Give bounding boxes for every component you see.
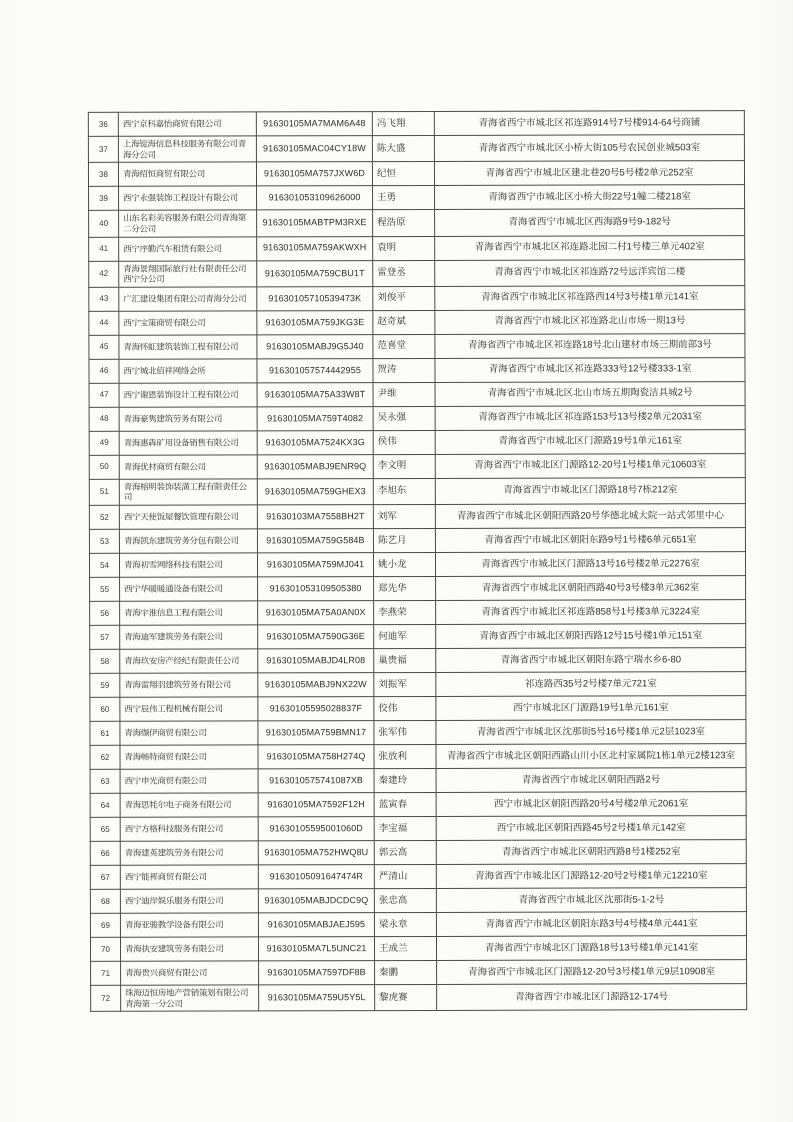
row-number: 36	[88, 112, 118, 136]
company-address: 青海省西宁市城北区朝阳西路40号3号楼3单元362室	[436, 576, 746, 601]
person-name: 严清山	[374, 864, 436, 888]
row-number: 47	[89, 383, 119, 407]
row-number: 52	[89, 505, 119, 529]
person-name: 王成兰	[374, 936, 436, 960]
row-number: 69	[90, 913, 120, 937]
row-number: 67	[90, 865, 120, 889]
person-name: 陈大盛	[372, 135, 434, 161]
row-number: 71	[91, 961, 121, 985]
company-name: 西宁能裈商贸有限公司	[120, 865, 258, 889]
company-name: 西宁天使饭屋餐饮管理有限公司	[119, 505, 257, 529]
person-name: 吴永强	[373, 406, 435, 430]
table-row	[91, 984, 747, 1012]
person-name: 佼伟	[374, 696, 436, 720]
person-name: 雷登丞	[373, 260, 435, 286]
company-name: 青海景翔国际旅行社有限责任公司西宁分公司	[119, 260, 257, 287]
company-name: 上海锭海信息科技服务有限公司青海分公司	[118, 136, 256, 163]
row-number: 72	[91, 985, 121, 1011]
company-name: 青海缬伊商贸有限公司	[120, 721, 258, 745]
company-address: 青海省西宁市城北区祁连路72号远洋宾馆二楼	[435, 259, 745, 286]
credit-code: 91630105MABJ9NX22W	[258, 673, 374, 697]
table-row	[89, 453, 745, 479]
company-address: 青海省西宁市城北区祁连路西14号3号楼1单元141室	[435, 285, 745, 310]
row-number: 62	[90, 745, 120, 769]
credit-code: 91630103MA7558BH2T	[257, 505, 373, 529]
person-name: 贺涛	[373, 358, 435, 382]
company-address: 青海省西宁市城北区小桥大街105号农民创业城503室	[434, 135, 744, 162]
company-registry-table	[88, 110, 747, 1012]
table-row	[90, 768, 746, 794]
row-number: 64	[90, 793, 120, 817]
credit-code: 91630105MA7L5UNC21	[258, 937, 374, 961]
person-name: 张忠高	[374, 888, 436, 912]
company-name: 广汇建设集团有限公司青海分公司	[119, 287, 257, 311]
company-address: 祁连路西35号2号楼7单元721室	[436, 672, 746, 697]
person-name: 袁明	[373, 236, 435, 260]
person-name: 纪恒	[372, 162, 434, 186]
credit-code: 91630105MA759CBU1T	[257, 260, 373, 287]
company-name: 青海执安建筑劳务有限公司	[120, 937, 258, 961]
credit-code: 91630105MABJD4LR08	[258, 649, 374, 673]
table-row	[88, 135, 744, 163]
person-name: 赵奇斌	[373, 310, 435, 334]
table-row	[90, 888, 746, 914]
table-row	[89, 185, 745, 211]
company-name: 青海榕明装饰装潢工程有限责任公司	[119, 479, 257, 506]
row-number: 59	[90, 673, 120, 697]
company-name: 青海优材商贸有限公司	[119, 455, 257, 479]
person-name: 梁永章	[374, 912, 436, 936]
table-row	[89, 357, 745, 383]
credit-code: 91630105MA7590G36E	[258, 625, 374, 649]
company-address: 西宁市城北区朝阳西路20号4号楼2单元2061室	[436, 792, 746, 817]
company-address: 青海省西宁市城北区沈那街5-1-2号	[436, 888, 746, 913]
table-row	[89, 504, 745, 530]
company-address: 西宁市城北区门源路19号1单元161室	[436, 696, 746, 721]
company-name: 西宁辰伟工程机械有限公司	[120, 697, 258, 721]
row-number: 54	[89, 553, 119, 577]
company-address: 青海省西宁市城北区朝阳西路20号华德北城大院一站式邻里中心	[435, 504, 745, 529]
company-name: 青海绍恒商贸有限公司	[118, 162, 256, 186]
table-row	[90, 792, 746, 818]
credit-code: 91630105MABJ9ENR9Q	[257, 454, 373, 478]
table-row	[89, 552, 745, 578]
credit-code: 91630105MABJ9G5J40	[257, 334, 373, 358]
row-number: 44	[89, 311, 119, 335]
company-address: 青海省西宁市城北区朝阳西路12号15号楼1单元151室	[436, 624, 746, 649]
row-number: 37	[88, 136, 118, 162]
credit-code: 91630105MA7524KX3G	[257, 430, 373, 454]
company-address: 青海省西宁市城北区祁连路333号12号楼333-1室	[435, 357, 745, 382]
company-name: 青海建英建筑劳务有限公司	[120, 841, 258, 865]
company-address: 青海省西宁市城北区祁连路北山市场一期13号	[435, 309, 745, 334]
table-row	[89, 405, 745, 431]
person-name: 李文明	[373, 454, 435, 478]
company-address: 西宁市城北区朝阳西路45号2号楼1单元142室	[436, 816, 746, 841]
company-address: 青海省西宁市城北区朝阳东路3号4号楼4单元441室	[436, 912, 746, 937]
table-row	[88, 161, 744, 187]
company-address: 青海省西宁市城北区门源路12-20号1号楼1单元10603室	[435, 453, 745, 478]
company-name: 青海初雪网络科技有限公司	[119, 553, 257, 577]
row-number: 41	[89, 237, 119, 261]
company-address: 青海省西宁市城北区门源路13号16号楼2单元2276室	[435, 552, 745, 577]
company-address: 青海省西宁市城北区建北巷20号5号楼2单元252室	[434, 161, 744, 186]
company-address: 青海省西宁市城北区祁连路858号1号楼3单元3224室	[436, 600, 746, 625]
credit-code: 91630105MA7597DF8B	[259, 961, 375, 985]
company-address: 青海省西宁市城北区西海路9号9-182号	[435, 209, 745, 236]
company-address: 青海省西宁市城北区祁连路914号7号楼914-64号商铺	[434, 111, 744, 136]
table-row	[90, 936, 746, 962]
company-address: 青海省西宁市城北区朝阳东路9号1号楼6单元651室	[435, 528, 745, 553]
company-name: 西宁迪岸娱乐服务有限公司	[120, 889, 258, 913]
company-address: 青海省西宁市城北区门源路19号1单元161室	[435, 429, 745, 454]
credit-code: 916301057574442955	[257, 358, 373, 382]
table-row	[90, 720, 746, 746]
credit-code: 91630105MA7592F12H	[258, 793, 374, 817]
company-name: 青海惠犇矿用设备销售有限公司	[119, 431, 257, 455]
person-name: 李燕荣	[374, 600, 436, 624]
company-name: 青海豪隽建筑劳务有限公司	[119, 407, 257, 431]
company-name: 山东名彩美容服务有限公司青海第二分公司	[119, 210, 257, 237]
table-row	[89, 429, 745, 455]
table-row	[91, 960, 747, 986]
person-name: 郑先华	[374, 576, 436, 600]
company-name: 青海玖安房产经纪有限责任公司	[120, 649, 258, 673]
credit-code: 91630105MA752HWQ8U	[258, 841, 374, 865]
credit-code: 91630105MAC04CY18W	[256, 136, 372, 163]
company-address: 青海省西宁市城北区小桥大街22号1幢二楼218室	[435, 185, 745, 210]
credit-code: 91630105MA758H274Q	[258, 745, 374, 769]
company-address: 青海省西宁市城北区门源路18号13号楼1单元141室	[436, 936, 746, 961]
credit-code: 91630105091647474R	[258, 865, 374, 889]
table-row	[89, 285, 745, 311]
credit-code: 91630105MA759BMN17	[258, 721, 374, 745]
person-name: 侯伟	[373, 430, 435, 454]
company-address: 青海省西宁市城北区门源路12-174号	[437, 984, 747, 1011]
credit-code: 91630105MA759MJ041	[257, 553, 373, 577]
person-name: 张军伟	[374, 720, 436, 744]
person-name: 李旭东	[373, 478, 435, 504]
row-number: 46	[89, 359, 119, 383]
company-address: 青海省西宁市城北区朝阳东路宁瑞水乡6-80	[436, 648, 746, 673]
row-number: 48	[89, 407, 119, 431]
company-name: 青海宇淮信息工程有限公司	[120, 601, 258, 625]
credit-code: 91630105MA75A33W8T	[257, 382, 373, 406]
table-row	[90, 672, 746, 698]
credit-code: 9163010575741087XB	[258, 769, 374, 793]
table-row	[89, 381, 745, 407]
row-number: 42	[89, 261, 119, 287]
table-row	[90, 576, 746, 602]
company-name: 西宁谢恩装饰设计工程有限公司	[119, 383, 257, 407]
company-name: 珠海迈恒房地产营销策划有限公司青海第一分公司	[121, 985, 259, 1012]
company-name: 青海畅特商贸有限公司	[120, 745, 258, 769]
table-row	[89, 309, 745, 335]
company-address: 青海省西宁市城北区朝阳西路山川小区北村家属院1栋1单元2楼123室	[436, 744, 746, 769]
company-address: 青海省西宁市城北区祁连路153号13号楼2单元2031室	[435, 405, 745, 430]
table-row	[89, 333, 745, 359]
credit-code: 91630105MABTPM3RXE	[257, 210, 373, 237]
table-row	[90, 624, 746, 650]
credit-code: 91630105MA759G584B	[257, 529, 373, 553]
row-number: 53	[89, 529, 119, 553]
person-name: 陈艺月	[373, 528, 435, 552]
row-number: 40	[89, 211, 119, 237]
table-row	[89, 259, 745, 287]
table-row	[90, 912, 746, 938]
credit-code: 91630105595028837F	[258, 697, 374, 721]
company-table-body	[88, 111, 746, 1012]
person-name: 程浩原	[373, 210, 435, 236]
company-name: 青海雷翔羽建筑劳务有限公司	[120, 673, 258, 697]
person-name: 秦建玲	[374, 768, 436, 792]
credit-code: 91630105MA759JKG3E	[257, 310, 373, 334]
company-name: 西宁宝策商贸有限公司	[119, 311, 257, 335]
person-name: 冯飞翔	[372, 111, 434, 135]
person-name: 巢贵福	[374, 648, 436, 672]
table-row	[90, 696, 746, 722]
table-row	[88, 111, 744, 137]
company-name: 西宁城北佰祥网络会所	[119, 359, 257, 383]
table-row	[90, 648, 746, 674]
company-address: 青海省西宁市城北区沈那街5号16号楼1单元2层1023室	[436, 720, 746, 745]
company-name: 青海思牦尔电子商务有限公司	[120, 793, 258, 817]
table-row	[90, 744, 746, 770]
row-number: 63	[90, 769, 120, 793]
row-number: 61	[90, 721, 120, 745]
credit-code: 91630105MA7MAM6A48	[256, 112, 372, 136]
company-address: 青海省西宁市城北区门源路12-20号3号楼1单元9层10908室	[437, 960, 747, 985]
table-row	[90, 864, 746, 890]
credit-code: 916301053109505380	[258, 577, 374, 601]
person-name: 王勇	[373, 186, 435, 210]
table-row	[89, 209, 745, 237]
table-row	[90, 816, 746, 842]
row-number: 50	[89, 455, 119, 479]
company-address: 青海省西宁市城北区门源路12-20号2号楼1单元12210室	[436, 864, 746, 889]
company-name: 青海凯东建筑劳务分包有限公司	[119, 529, 257, 553]
table-row	[89, 477, 745, 505]
row-number: 55	[90, 577, 120, 601]
row-number: 43	[89, 287, 119, 311]
person-name: 李宝福	[374, 816, 436, 840]
company-name: 西宁永强装饰工程设计有限公司	[119, 186, 257, 210]
person-name: 黎虎赛	[375, 984, 437, 1010]
company-name: 青海迪军建筑劳务有限公司	[120, 625, 258, 649]
person-name: 刘俊平	[373, 286, 435, 310]
table-row	[90, 840, 746, 866]
company-address: 青海省西宁市城北区门源路18号7栋212室	[435, 477, 745, 504]
row-number: 49	[89, 431, 119, 455]
credit-code: 91630105710539473K	[257, 286, 373, 310]
row-number: 38	[88, 163, 118, 187]
company-address: 青海省西宁市城北区祁连路18号北山建材市场三期前部3号	[435, 333, 745, 358]
person-name: 姚小龙	[373, 552, 435, 576]
person-name: 尹维	[373, 382, 435, 406]
person-name: 何迪军	[374, 624, 436, 648]
person-name: 刘军	[373, 504, 435, 528]
person-name: 蓝寅春	[374, 792, 436, 816]
company-name: 青海怀虹建筑装饰工程有限公司	[119, 335, 257, 359]
company-name: 西宁申光商贸有限公司	[120, 769, 258, 793]
company-address: 青海省西宁市城北区朝阳西路2号	[436, 768, 746, 793]
row-number: 70	[90, 937, 120, 961]
row-number: 57	[90, 625, 120, 649]
company-address: 青海省西宁市城北区北山市场五期陶瓷洁具城2号	[435, 381, 745, 406]
credit-code: 91630105MA759AKWXH	[257, 236, 373, 260]
person-name: 范喜堂	[373, 334, 435, 358]
row-number: 45	[89, 335, 119, 359]
company-name: 西宁序勤汽车租赁有限公司	[119, 236, 257, 260]
credit-code: 91630105MA757JXW6D	[256, 162, 372, 186]
table-row	[89, 528, 745, 554]
row-number: 66	[90, 841, 120, 865]
row-number: 60	[90, 697, 120, 721]
table-row	[90, 600, 746, 626]
credit-code: 91630105MABJDCDC9Q	[258, 889, 374, 913]
credit-code: 91630105MA759T4082	[257, 406, 373, 430]
company-name: 青海亚骏教学设备有限公司	[120, 913, 258, 937]
row-number: 39	[89, 187, 119, 211]
person-name: 郭云高	[374, 840, 436, 864]
company-name: 西宁华暖暖通设备有限公司	[120, 577, 258, 601]
person-name: 刘振军	[374, 672, 436, 696]
company-address: 青海省西宁市城北区朝阳西路8号1楼252室	[436, 840, 746, 865]
row-number: 51	[89, 479, 119, 505]
person-name: 秦鹏	[375, 960, 437, 984]
row-number: 65	[90, 817, 120, 841]
row-number: 68	[90, 889, 120, 913]
credit-code: 916301053109626000	[257, 186, 373, 210]
credit-code: 91630105MA759U5Y5L	[259, 985, 375, 1012]
credit-code: 91630105MA759GHEX3	[257, 478, 373, 505]
table-row	[89, 235, 745, 261]
company-name: 西宁方格科技服务有限公司	[120, 817, 258, 841]
person-name: 张放利	[374, 744, 436, 768]
credit-code: 91630105MABJAEJ595	[258, 913, 374, 937]
company-name: 西宁京科嘉怡商贸有限公司	[118, 112, 256, 136]
company-address: 青海省西宁市城北区祁连路北园二村1号楼三单元402室	[435, 235, 745, 260]
credit-code: 91630105MA75A0AN0X	[258, 601, 374, 625]
credit-code: 91630105595001060D	[258, 817, 374, 841]
company-name: 青海贵兴商贸有限公司	[121, 961, 259, 985]
row-number: 58	[90, 649, 120, 673]
row-number: 56	[90, 601, 120, 625]
